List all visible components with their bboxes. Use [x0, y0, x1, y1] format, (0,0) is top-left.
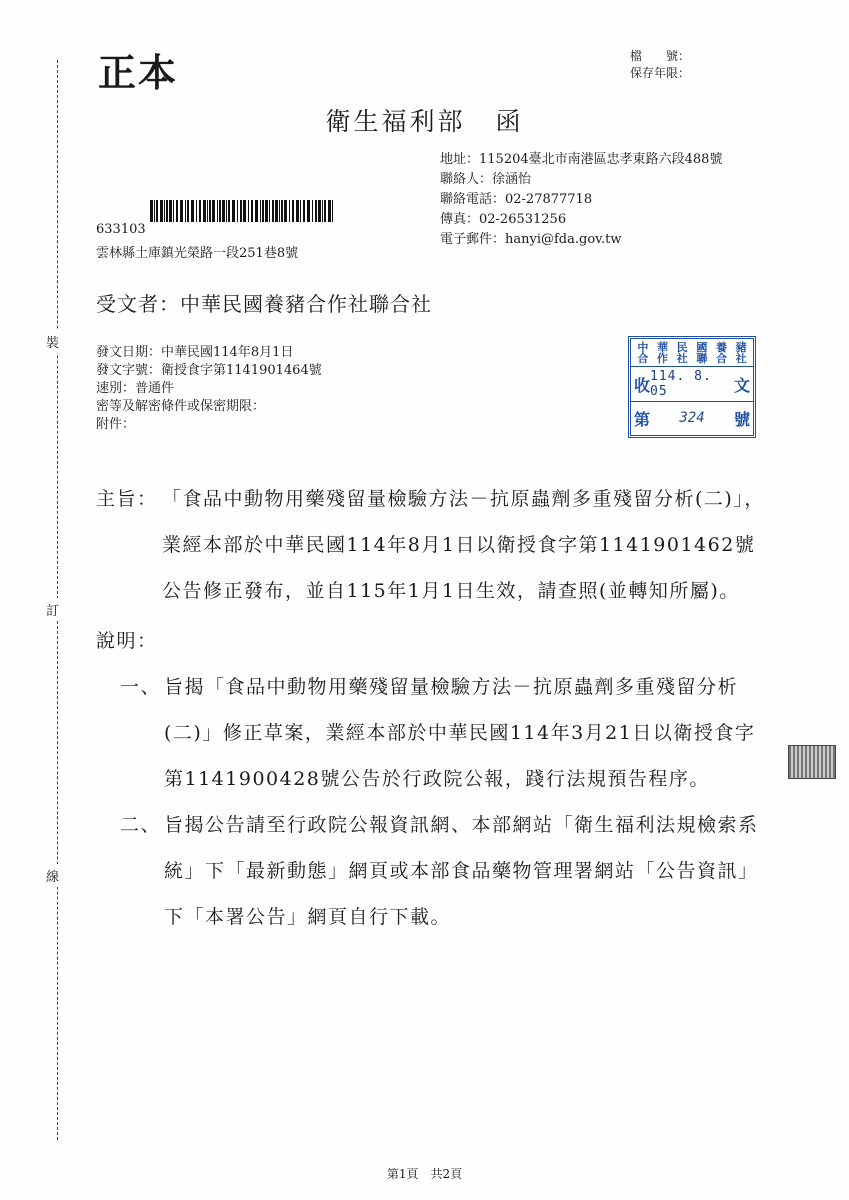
contact-block — [440, 150, 722, 250]
barcode-bar — [154, 200, 155, 222]
explanation-label: 說明： — [96, 630, 158, 652]
barcode-bar — [207, 200, 208, 222]
barcode-bar — [279, 200, 280, 222]
barcode-bar — [260, 200, 261, 222]
contact-address: 地址：115204臺北市南港區忠孝東路六段488號 — [440, 152, 723, 167]
barcode-bar — [191, 200, 194, 222]
item-text: 旨揭公告請至行政院公報資訊網、本部網站「衛生福利法規檢索系統」下「最新動態」網頁或本部食品藥物管理署網站「公告資訊」下「本署公告」網頁自行下載。 — [164, 814, 759, 928]
barcode-bar — [292, 200, 294, 222]
contact-email: 電子郵件：hanyi@fda.gov.tw — [440, 232, 622, 247]
receipt-stamp-org-char: 作 — [656, 352, 668, 365]
barcode-bar — [164, 200, 165, 222]
document-meta — [96, 344, 322, 434]
receipt-label: 收 — [634, 375, 651, 395]
receipt-stamp-org-char: 合 — [715, 352, 727, 365]
barcode-bar — [328, 200, 331, 222]
attachment: 附件： — [96, 417, 136, 432]
receipt-stamp-org-char: 豬 — [735, 341, 747, 354]
document-title — [0, 102, 849, 138]
barcode-bar — [284, 200, 287, 222]
binding-mark-zhuang: 裝 — [46, 330, 59, 353]
barcode-bar — [169, 200, 172, 222]
barcode-bar — [217, 200, 218, 222]
receipt-stamp-org-char: 社 — [735, 352, 747, 365]
barcode-bar — [222, 200, 225, 222]
receipt-stamp — [628, 336, 756, 438]
barcode-bar — [176, 200, 178, 222]
barcode-bar — [173, 200, 174, 222]
mailing-address: 雲林縣土庫鎮光榮路一段251巷8號 — [96, 246, 299, 261]
receipt-number: 324 — [679, 410, 705, 426]
barcode-bar — [243, 200, 246, 222]
barcode-bar — [251, 200, 253, 222]
barcode-bar — [296, 200, 299, 222]
retention-label: 保存年限： — [630, 66, 691, 80]
barcode-bar — [156, 200, 158, 222]
barcode-bar — [318, 200, 321, 222]
barcode-bar — [237, 200, 238, 222]
barcode-bar — [303, 200, 305, 222]
contact-person: 聯絡人：徐涵怡 — [440, 172, 532, 187]
item-number: 二、 — [120, 814, 162, 836]
barcode-bar — [209, 200, 211, 222]
barcode-bar — [212, 200, 215, 222]
postal-barcode — [150, 200, 333, 222]
barcode-bar — [226, 200, 227, 222]
barcode-bar — [312, 200, 313, 222]
receipt-stamp-org-char: 社 — [676, 352, 688, 365]
item-text: 旨揭「食品中動物用藥殘留量檢驗方法－抗原蟲劑多重殘留分析(二)」修正草案，業經本部於中華民國114年3月21日以衛授食字第1141900428號公告於行政院公報，踐行法規預告程序。 — [164, 676, 756, 790]
subject-text: 「食品中動物用藥殘留量檢驗方法－抗原蟲劑多重殘留分析(二)」，業經本部於中華民國114年8月1日以衛授食字第1141901462號公告修正發布，並自115年1月1日生效，請查照(並轉知所屬)。 — [162, 488, 765, 602]
barcode-bar — [199, 200, 201, 222]
page-total: 共2頁 — [430, 1167, 463, 1181]
receipt-stamp-org-char: 合 — [637, 352, 649, 365]
receipt-date: 114. 8. 05 — [650, 369, 712, 399]
barcode-bar — [240, 200, 242, 222]
receipt-stamp-org-char: 民 — [676, 341, 688, 354]
barcode-bar — [228, 200, 230, 222]
barcode-bar — [307, 200, 310, 222]
contact-phone: 聯絡電話：02-27877718 — [440, 192, 593, 207]
receipt-stamp-number-row — [631, 402, 753, 434]
barcode-bar — [300, 200, 301, 222]
receipt-stamp-org-char: 國 — [696, 341, 708, 354]
barcode-bar — [187, 200, 189, 222]
issue-number: 發文字號：衛授食字第1141901464號 — [96, 363, 322, 378]
page-number: 第1頁 — [386, 1167, 419, 1181]
barcode-bar — [262, 200, 264, 222]
barcode-bar — [289, 200, 290, 222]
receipt-stamp-org-char: 華 — [656, 341, 668, 354]
recipient: 受文者：中華民國養豬合作社聯合社 — [96, 292, 432, 316]
barcode-bar — [315, 200, 317, 222]
barcode-bar — [281, 200, 283, 222]
item-number: 一、 — [120, 676, 162, 698]
contact-fax: 傳真：02-26531256 — [440, 212, 567, 227]
issue-date: 發文日期：中華民國114年8月1日 — [96, 345, 294, 360]
barcode-bar — [269, 200, 270, 222]
original-copy-label: 正本 — [98, 50, 179, 95]
receipt-doc-label: 文 — [733, 375, 750, 395]
secrecy-level: 密等及解密條件或保密期限： — [96, 399, 266, 414]
explanation-item — [120, 664, 772, 802]
receipt-stamp-org-char: 養 — [715, 341, 727, 354]
receipt-stamp-org — [631, 339, 753, 367]
file-meta — [630, 48, 690, 82]
receipt-number-label: 第 — [634, 409, 651, 429]
barcode-bar — [272, 200, 274, 222]
barcode-bar — [160, 200, 163, 222]
issuing-org: 衛生福利部 — [325, 107, 466, 136]
delivery-speed: 速別：普通件 — [96, 381, 175, 396]
document-type: 函 — [495, 107, 524, 136]
barcode-bar — [324, 200, 326, 222]
barcode-bar — [322, 200, 323, 222]
barcode-bar — [196, 200, 197, 222]
barcode-bar — [166, 200, 168, 222]
barcode-bar — [185, 200, 186, 222]
receipt-stamp-org-char: 聯 — [696, 352, 708, 365]
barcode-bar — [232, 200, 235, 222]
document-body — [96, 476, 772, 940]
receipt-stamp-date-row — [631, 367, 753, 402]
barcode-bar — [219, 200, 221, 222]
margin-seal — [788, 745, 836, 779]
explanation-item — [120, 802, 772, 940]
barcode-bar — [180, 200, 183, 222]
receipt-stamp-org-char: 中 — [637, 341, 649, 354]
barcode-bar — [255, 200, 258, 222]
barcode-bar — [275, 200, 278, 222]
page-footer — [0, 1165, 849, 1182]
barcode-bar — [265, 200, 268, 222]
binding-mark-ding: 訂 — [46, 598, 59, 621]
barcode-bar — [332, 200, 333, 222]
binding-mark-xian: 線 — [46, 864, 59, 887]
barcode-bar — [203, 200, 206, 222]
subject-section — [96, 476, 772, 614]
barcode-bar — [248, 200, 249, 222]
postal-code: 633103 — [96, 222, 146, 237]
barcode-bar — [150, 200, 153, 222]
receipt-number-suffix: 號 — [733, 409, 750, 429]
file-number-label: 檔 號： — [630, 49, 691, 63]
subject-label: 主旨： — [96, 488, 158, 510]
